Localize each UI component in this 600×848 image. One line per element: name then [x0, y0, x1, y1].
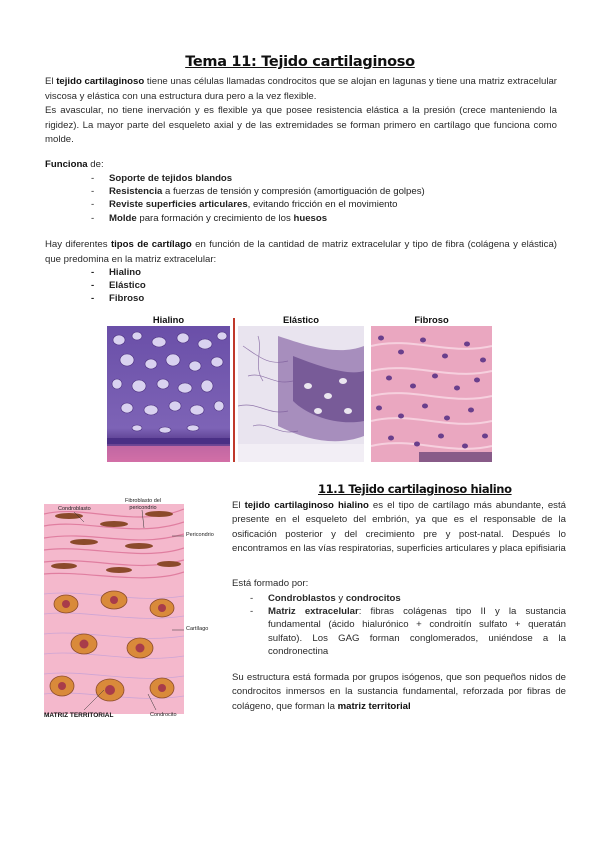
list-item: - Hialino	[91, 266, 291, 279]
hialino-micrograph	[107, 312, 230, 462]
elastico-label: Elástico	[283, 314, 319, 325]
list-item: - Elástico	[91, 279, 291, 292]
condrocito-label: Condrocito	[150, 712, 177, 718]
elastico-image	[238, 326, 364, 462]
section-list	[250, 592, 566, 658]
intro-paragraph-2: Es avascular, no tiene inervación y es flexible ya que posee resistencia elástica a la presión (crece manteniendo la rigidez). La mayor parte del esqueleto axial y de las extremidades se forman primero en cartílago que funciona como molde.	[45, 105, 557, 146]
pericondrio-label: Pericondrio	[186, 532, 214, 538]
hyaline-cartilage-diagram	[44, 494, 224, 722]
functions-heading: Funciona de:	[45, 159, 104, 170]
list-item: - Resistencia a fuerzas de tensión y compresión (amortiguación de golpes)	[91, 185, 551, 198]
section-title: 11.1 Tejido cartilaginoso hialino	[318, 482, 512, 496]
list-item: - Matriz extracelular: fibras colágenas tipo II y la sustancia fundamental (ácido hialurónico + condroitín sulfato + queratán sulfato). Los GAG forman conglomerados, uniéndose a la condronectina	[250, 605, 566, 658]
cartilago-label: Cartílago	[186, 626, 209, 632]
fibroblasto-label: Fibroblasto del pericondrio	[124, 498, 162, 511]
elastico-micrograph	[238, 312, 364, 462]
list-item: - Fibroso	[91, 292, 291, 305]
list-item: - Soporte de tejidos blandos	[91, 172, 551, 185]
types-list	[91, 266, 291, 306]
matriz-territorial-label: MATRIZ TERRITORIAL	[44, 712, 114, 719]
hialino-label: Hialino	[152, 314, 185, 325]
hialino-image	[107, 326, 230, 462]
fibroso-micrograph	[371, 312, 492, 462]
list-item: - Condroblastos y condrocitos	[250, 592, 566, 605]
fibroso-image	[371, 326, 492, 462]
intro-paragraph-1: El tejido cartilaginoso tiene unas células llamadas condrocitos que se alojan en lagunas y tiene una matriz extracelular viscosa y elástica con una estructura dura pero a la vez flexible.	[45, 76, 557, 102]
list-item: - Reviste superficies articulares, evitando fricción en el movimiento	[91, 198, 551, 211]
condroblasto-label: Condroblasto	[58, 506, 91, 512]
divider	[233, 318, 235, 462]
fibroso-label: Fibroso	[414, 314, 449, 325]
list-item: - Molde para formación y crecimiento de los huesos	[91, 212, 551, 225]
functions-list	[91, 172, 551, 225]
page-title: Tema 11: Tejido cartilaginoso	[185, 54, 415, 70]
diagram-illustration	[44, 504, 184, 714]
section-formado: Está formado por:	[232, 578, 309, 589]
section-paragraph-3: Su estructura está formada por grupos isógenos, que son pequeños nidos de condrocitos inmersos en la sustancia fundamental, reforzada por fibras de colágeno, que forman la matriz territorial	[232, 672, 566, 712]
types-paragraph: Hay diferentes tipos de cartílago en función de la cantidad de matriz extracelular y tipo de fibra (colágena y elástica) que predomina en la matriz extracelular:	[45, 239, 557, 265]
section-paragraph-1: El tejido cartilaginoso hialino es el tipo de cartílago más abundante, está presente en el esqueleto del embrión, ya que es el responsable de la osificación posterior y del crecimiento pre y post-natal. Después lo encontramos en las vías respiratorias, superficies articulares y placa epifisiaria	[232, 500, 566, 555]
